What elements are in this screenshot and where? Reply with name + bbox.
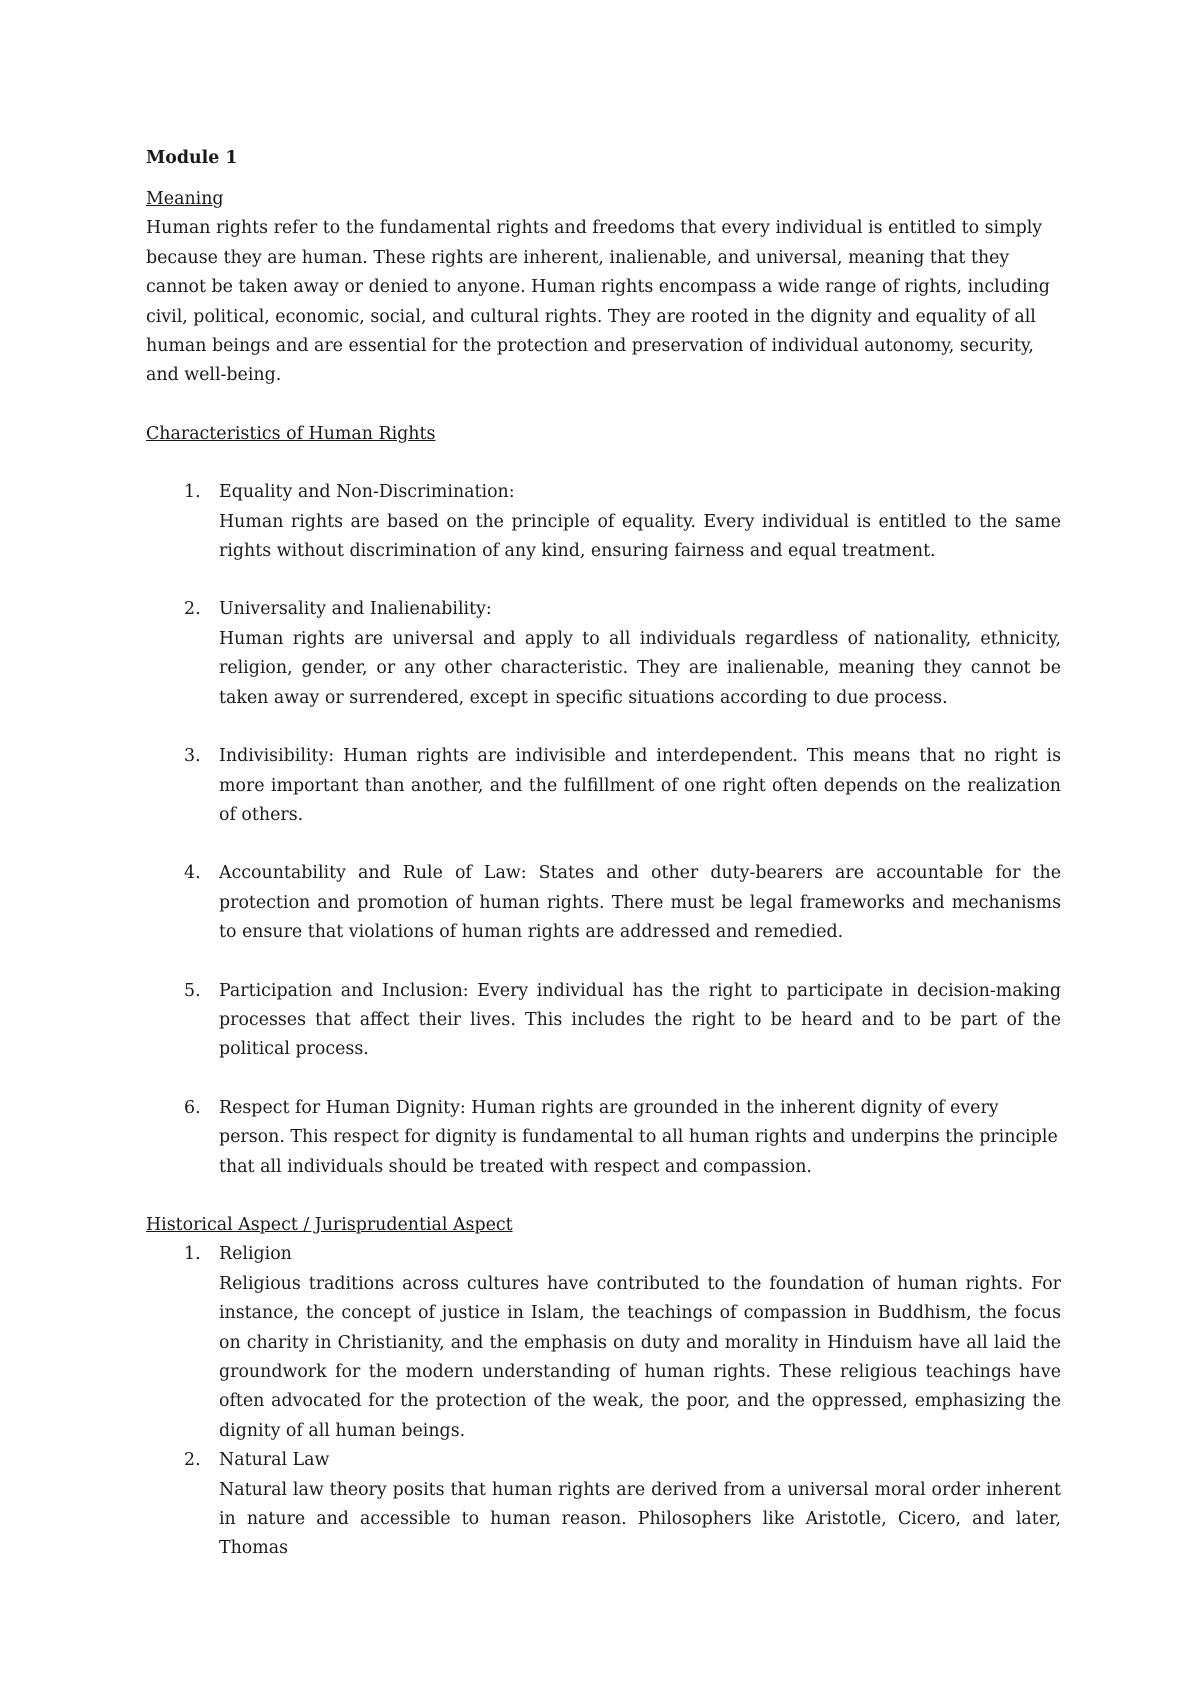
list-item-number: 1.	[184, 1244, 201, 1265]
list-item-text: Religious traditions across cultures have contributed to the foundation of human rights. For instance, the concept of justice in Islam, the teachings of compassion in Buddhism, the focus on charity in Christianity, and the emphasis on duty and morality in Hinduism have all laid the groundwork for the modern understanding of human rights. These religious teachings have often advocated for the protection of the weak, the poor, and the oppressed, emphasizing the dignity of all human beings.	[219, 1273, 1061, 1441]
list-item	[146, 1094, 1061, 1182]
list-item	[146, 1446, 1061, 1564]
list-item	[146, 478, 1061, 566]
list-item-number: 4.	[184, 863, 201, 884]
list-item-number: 6.	[184, 1097, 201, 1118]
list-item	[146, 595, 1061, 713]
list-item-number: 2.	[184, 1450, 201, 1471]
list-item-heading: Religion	[219, 1244, 292, 1265]
characteristics-heading: Characteristics of Human Rights	[146, 423, 436, 444]
list-item-heading: Universality and Inalienability:	[219, 599, 492, 620]
list-item-text: Human rights are based on the principle of equality. Every individual is entitled to the same rights without discrimination of any kind, ensuring fairness and equal treatment.	[219, 511, 1061, 562]
document-title: Module 1	[146, 148, 238, 168]
list-item	[146, 859, 1061, 947]
list-item	[146, 742, 1061, 830]
historical-heading: Historical Aspect / Jurisprudential Aspect	[146, 1214, 513, 1235]
list-item-text: Respect for Human Dignity: Human rights are grounded in the inherent dignity of every person. This respect for dignity is fundamental to all human rights and underpins the principle that all individuals should be treated with respect and compassion.	[219, 1097, 1058, 1177]
list-item-number: 5.	[184, 980, 201, 1001]
characteristics-list	[146, 478, 1061, 1182]
list-item-text: Indivisibility: Human rights are indivisible and interdependent. This means that no right is more important than another, and the fulfillment of one right often depends on the realization of others.	[219, 746, 1061, 825]
list-item-text: Participation and Inclusion: Every individual has the right to participate in decision-making processes that affect their lives. This includes the right to be heard and to be part of the political process.	[219, 980, 1061, 1060]
document-page	[146, 144, 1061, 1564]
list-item-text: Human rights are universal and apply to all individuals regardless of nationality, ethnicity, religion, gender, or any other characteristic. They are inalienable, meaning they cannot be taken away or surrendered, except in specific situations according to due process.	[219, 628, 1061, 708]
list-item-text: Natural law theory posits that human rights are derived from a universal moral order inherent in nature and accessible to human reason. Philosophers like Aristotle, Cicero, and later, Thomas	[219, 1479, 1061, 1559]
list-item	[146, 1240, 1061, 1446]
list-item-heading: Natural Law	[219, 1450, 330, 1471]
list-item-text: Accountability and Rule of Law: States and other duty-bearers are accountable for the protection and promotion of human rights. There must be legal frameworks and mechanisms to ensure that violations of human rights are addressed and remedied.	[219, 863, 1061, 943]
historical-list	[146, 1240, 1061, 1563]
list-item-number: 1.	[184, 482, 201, 503]
list-item-number: 2.	[184, 599, 201, 620]
list-item-heading: Equality and Non-Discrimination:	[219, 482, 515, 503]
list-item-number: 3.	[184, 746, 201, 767]
meaning-heading: Meaning	[146, 189, 224, 209]
list-item	[146, 977, 1061, 1065]
meaning-paragraph: Human rights refer to the fundamental rights and freedoms that every individual is entitled to simply because they are human. These rights are inherent, inalienable, and universal, meaning that they cannot be taken away or denied to anyone. Human rights encompass a wide range of rights, including civil, political, economic, social, and cultural rights. They are rooted in the dignity and equality of all human beings and are essential for the protection and preservation of individual autonomy, security, and well-being.	[146, 218, 1050, 386]
